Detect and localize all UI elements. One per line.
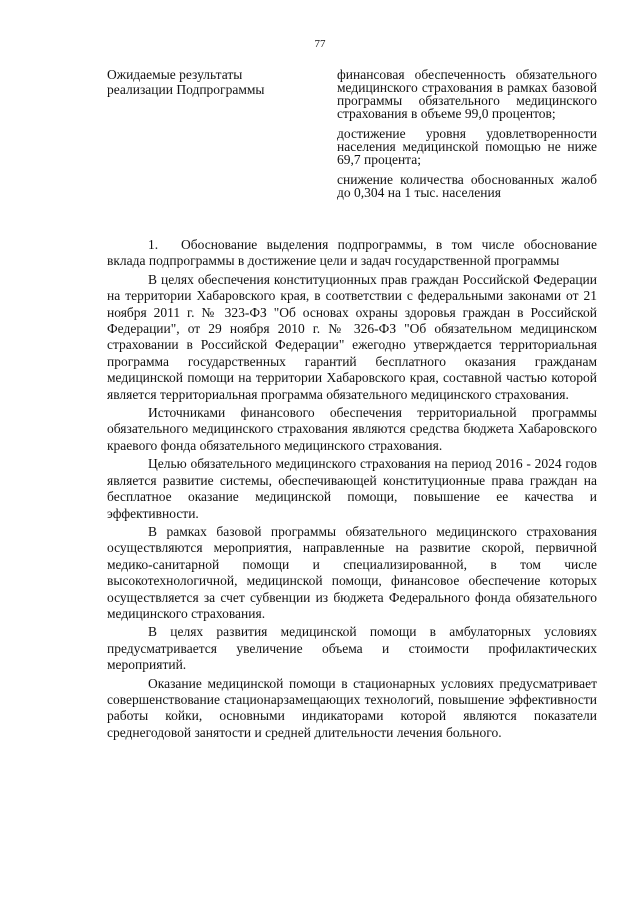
paragraph: Оказание медицинской помощи в стационарных условиях предусматривает совершенствование стационарзамещающих технологий, повышение эффективности работы койки, основными индикаторами которой являются показатели среднегодовой занятости и средней длительности лечения больного. <box>107 675 597 740</box>
section-heading <box>107 237 597 270</box>
paragraph: Источниками финансового обеспечения территориальной программы обязательного медицинского страхования являются средства бюджета Хабаровского краевого фонда обязательного медицинского страхования. <box>107 405 597 453</box>
document-body <box>107 237 597 743</box>
expected-results-label: Ожидаемые результаты реализации Подпрограммы <box>107 67 265 97</box>
paragraph: В целях обеспечения конституционных прав граждан Российской Федерации на территории Хабаровского края, в соответствии с федеральными законами от 21 ноября 2011 г. № 323-ФЗ "Об основах охраны здоровья граждан в Российской Федерации", от 29 ноября 2010 г. № 326-ФЗ "Об обязательном медицинском страховании в Российской Федерации" ежегодно утверждается территориальная программа государственных гарантий бесплатного оказания гражданам медицинской помощи на территории Хабаровского края, составной частью которой является территориальная программа обязательного медицинского страхования. <box>107 271 597 402</box>
expected-result-item: достижение уровня удовлетворенности населения медицинской помощью не ниже 69,7 процента; <box>337 126 597 167</box>
expected-result-item: финансовая обеспеченность обязательного медицинского страхования в рамках базовой программы обязательного медицинского страхования в объеме 99,0 процентов; <box>337 67 597 121</box>
paragraph: В целях развития медицинской помощи в амбулаторных условиях предусматривается увеличение объема и стоимости профилактических мероприятий. <box>107 624 597 673</box>
paragraph: В рамках базовой программы обязательного медицинского страхования осуществляются мероприятия, направленные на развитие скорой, первичной медико-санитарной помощи и специализированной, в том числе высокотехнологичной, медицинской помощи, финансовое обеспечение которых осуществляется за счет субвенции из бюджета Федерального фонда обязательного медицинского страхования. <box>107 523 597 621</box>
expected-result-item: снижение количества обоснованных жалоб до 0,304 на 1 тыс. населения <box>337 172 597 200</box>
section-number: 1. <box>148 237 159 252</box>
expected-results-list <box>337 68 597 206</box>
page-number: 77 <box>314 38 326 50</box>
paragraph: Целью обязательного медицинского страхования на период 2016 - 2024 годов является развитие системы, обеспечивающей конституционные права граждан на бесплатное оказание медицинской помощи, повышение ее качества и эффективности. <box>107 456 597 521</box>
section-heading-text: Обоснование выделения подпрограммы, в том числе обоснование вклада подпрограммы в достижение цели и задач государственной программы <box>107 237 597 269</box>
